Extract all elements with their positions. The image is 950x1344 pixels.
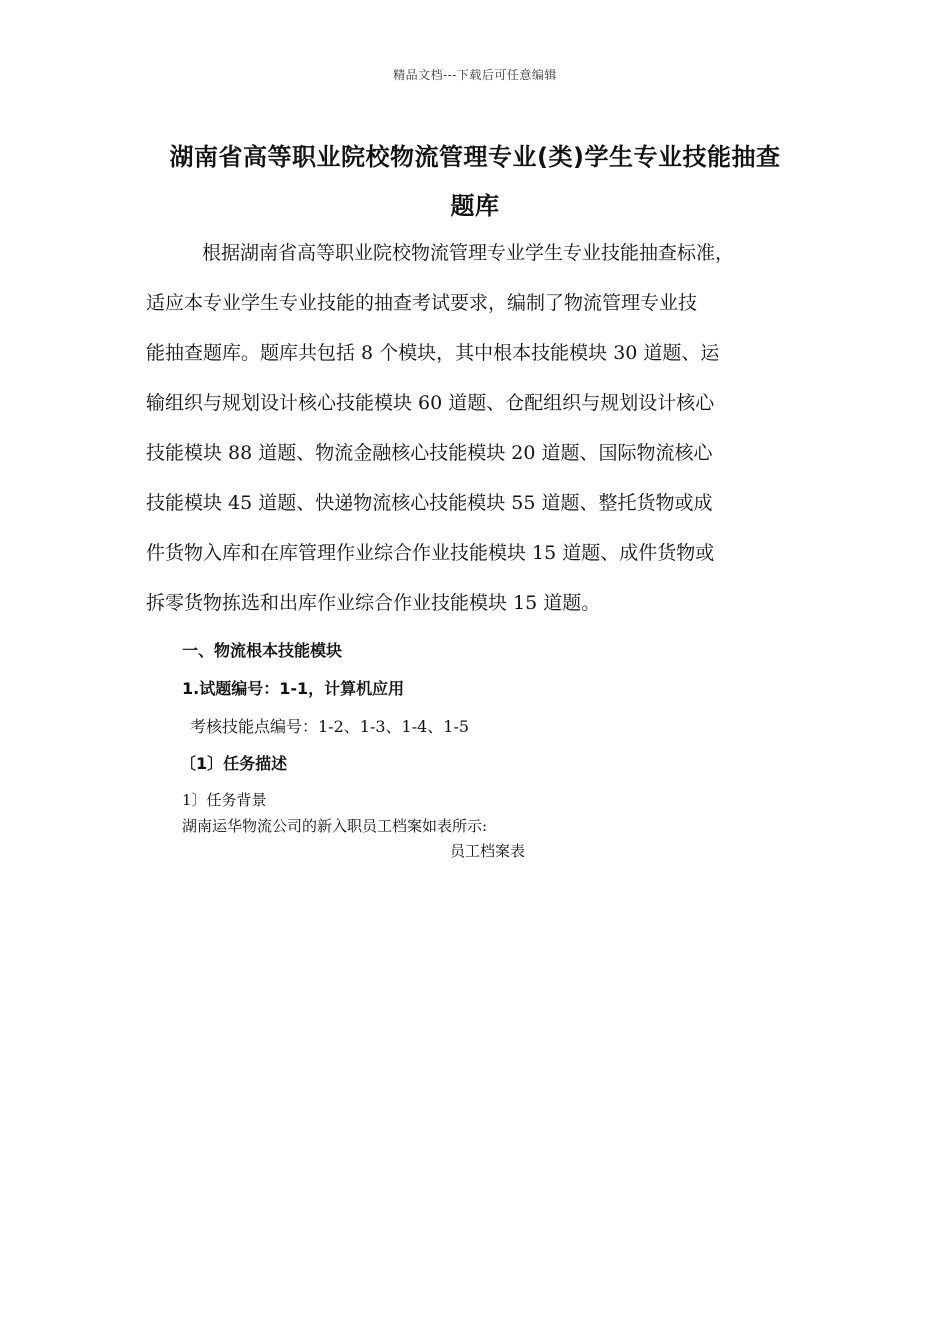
document-title-line-1: 湖南省高等职业院校物流管理专业(类)学生专业技能抽查 xyxy=(169,143,781,171)
document-title-line-2: 题库 xyxy=(450,192,500,220)
skill-points: 考核技能点编号：1-2、1-3、1-4、1-5 xyxy=(190,717,470,736)
task-description-heading: 〔1〕任务描述 xyxy=(180,754,288,773)
intro-line-7: 件货物入库和在库管理作业综合作业技能模块 15 道题、成件货物或 xyxy=(146,542,715,564)
question-title: 1.试题编号：1-1，计算机应用 xyxy=(182,679,405,698)
intro-line-5: 技能模块 88 道题、物流金融核心技能模块 20 道题、国际物流核心 xyxy=(146,442,713,464)
section-heading: 一、物流根本技能模块 xyxy=(182,641,343,660)
intro-line-4: 输组织与规划设计核心技能模块 60 道题、仓配组织与规划设计核心 xyxy=(146,392,715,414)
intro-line-2: 适应本专业学生专业技能的抽查考试要求，编制了物流管理专业技 xyxy=(146,292,698,314)
table-caption: 员工档案表 xyxy=(450,842,526,860)
task-background-label: 1〕任务背景 xyxy=(182,791,267,809)
intro-line-3: 能抽查题库。题库共包括 8 个模块，其中根本技能模块 30 道题、运 xyxy=(146,342,720,364)
page-header: 精品文档---下载后可任意编辑 xyxy=(393,68,557,82)
task-background-text: 湖南运华物流公司的新入职员工档案如表所示: xyxy=(182,817,488,835)
intro-line-1: 根据湖南省高等职业院校物流管理专业学生专业技能抽查标准， xyxy=(202,242,735,264)
intro-line-8: 拆零货物拣选和出库作业综合作业技能模块 15 道题。 xyxy=(146,592,601,614)
intro-line-6: 技能模块 45 道题、快递物流核心技能模块 55 道题、整托货物或成 xyxy=(146,492,713,514)
